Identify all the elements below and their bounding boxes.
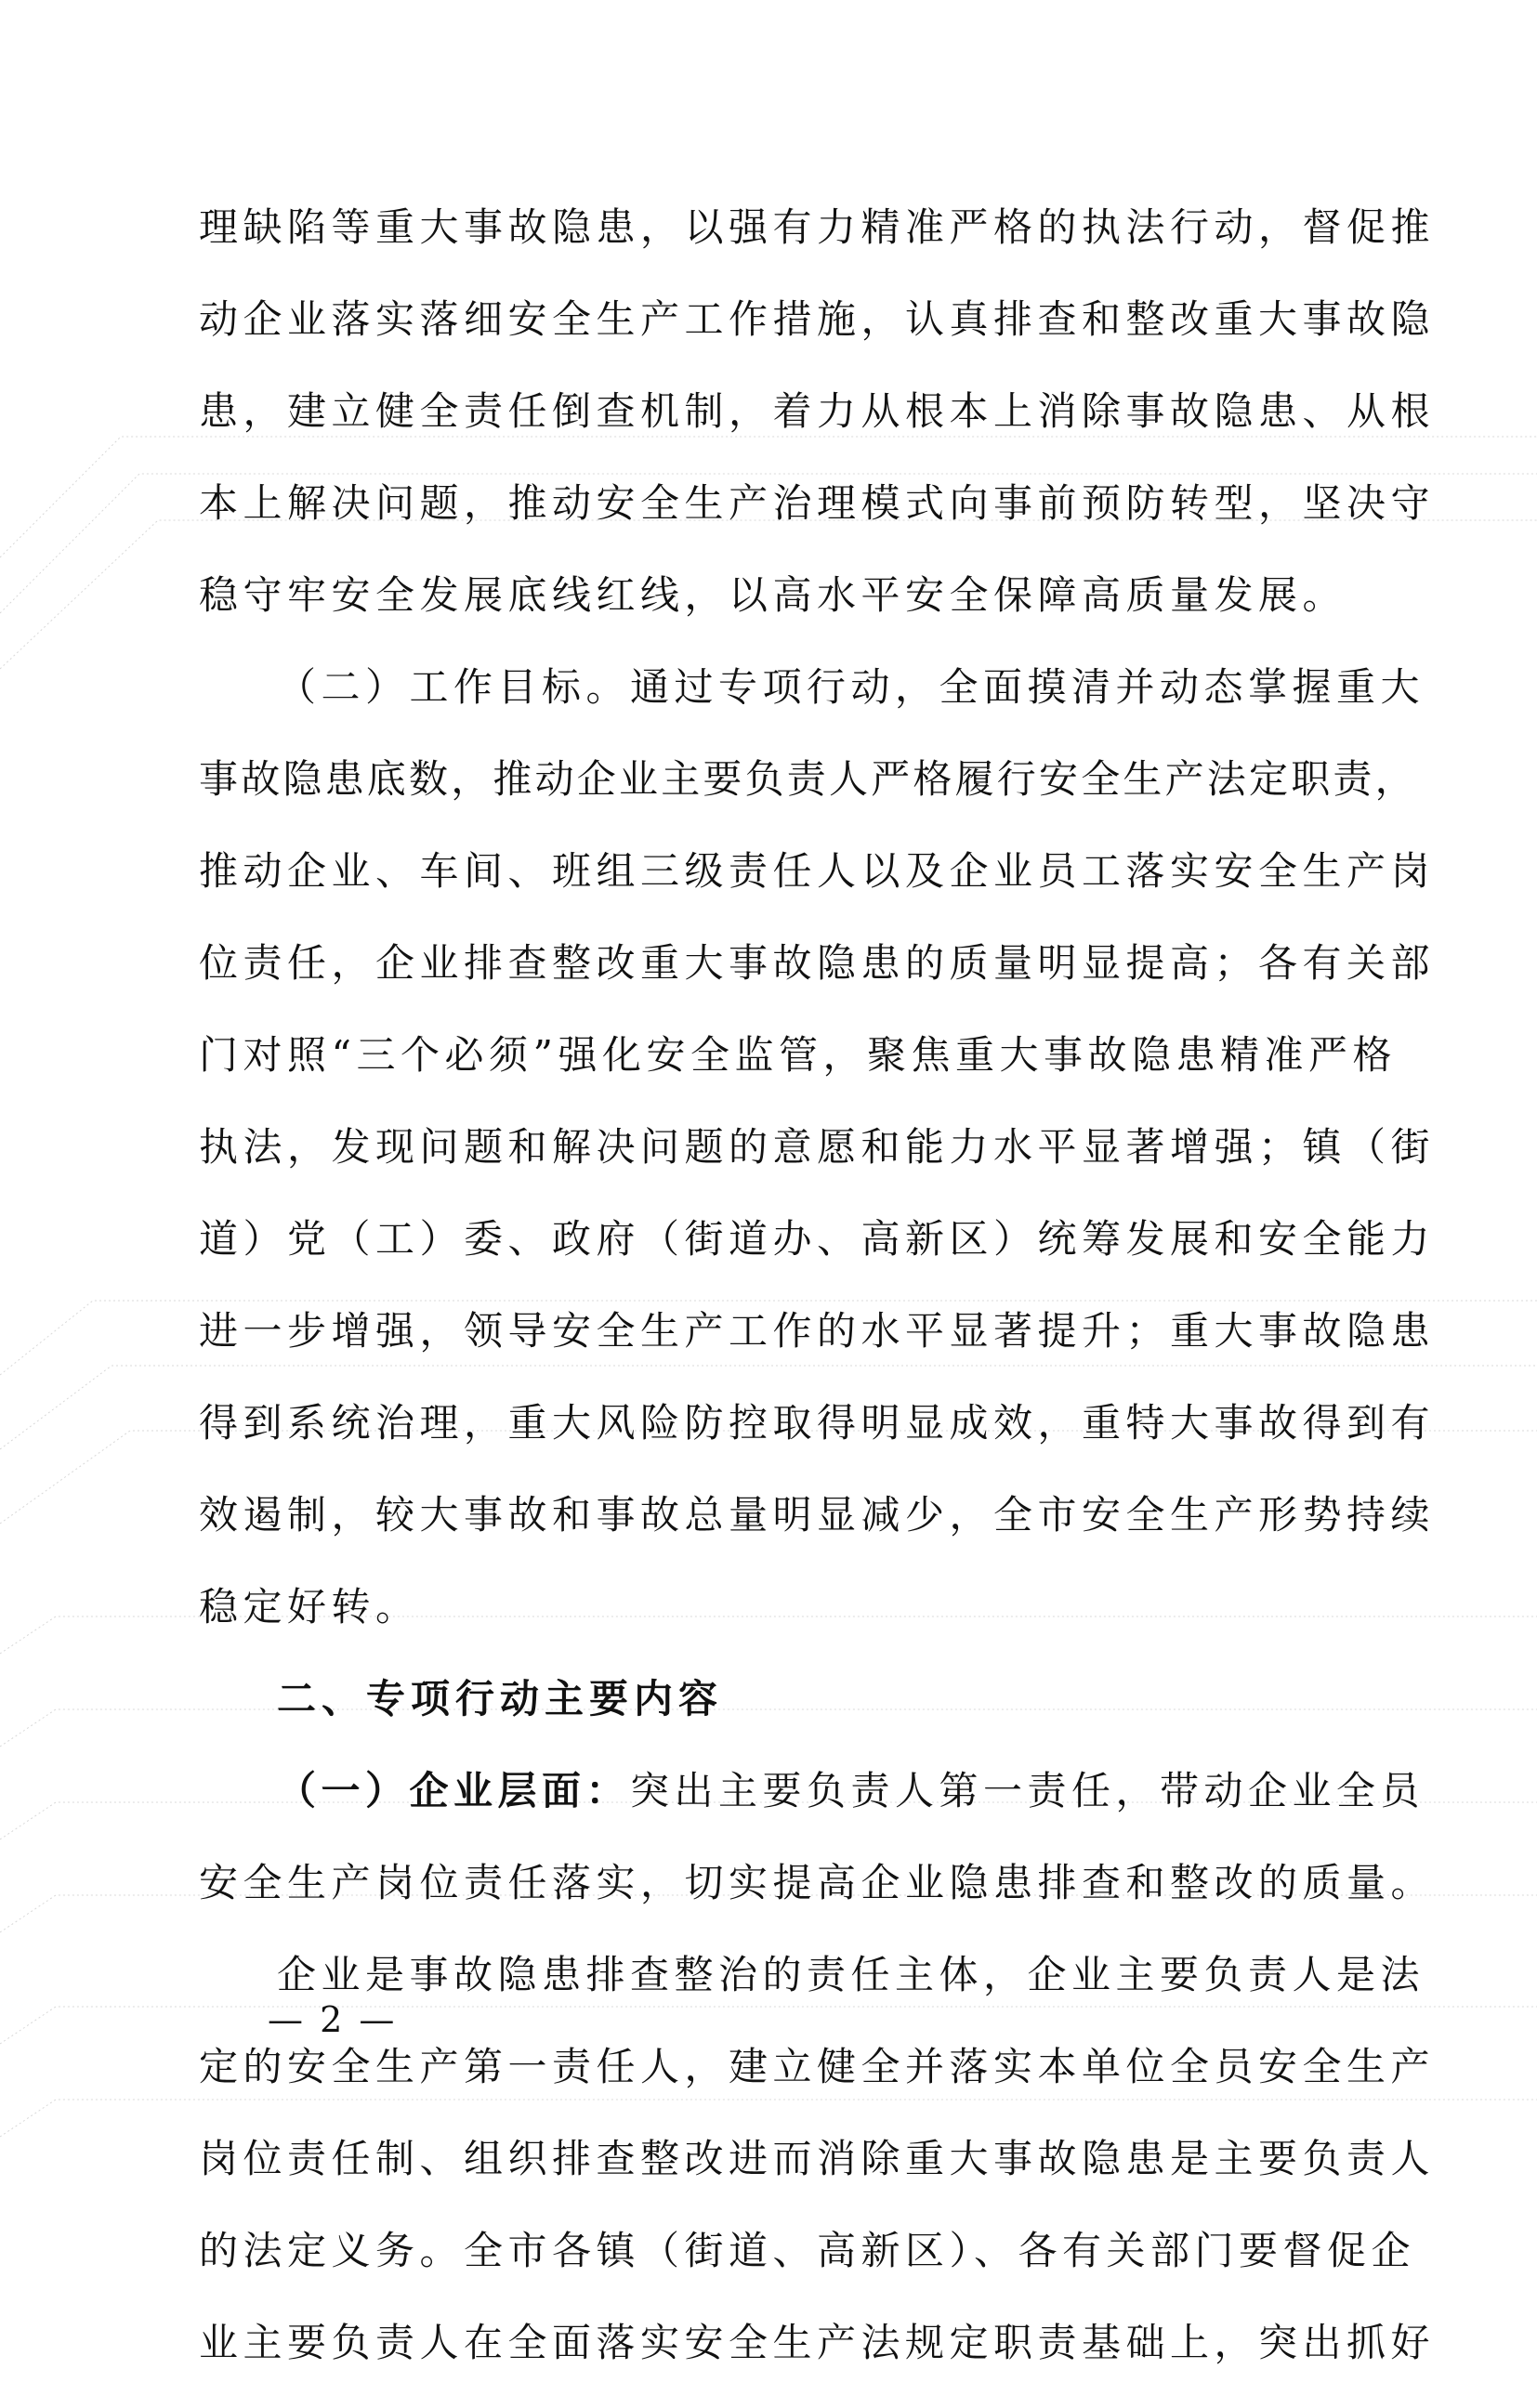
text-line: 稳守牢安全发展底线红线，以高水平安全保障高质量发展。 (199, 572, 1347, 618)
page-number: — 2 — (268, 1999, 398, 2040)
text-line: 事故隐患底数，推动企业主要负责人严格履行安全生产法定职责， (199, 756, 1417, 802)
subsection-lead: （一）企业层面： (277, 1768, 631, 1813)
text-line: 业主要负责人在全面落实安全生产法规定职责基础上，突出抓好 (199, 2320, 1436, 2365)
text-line: 进一步增强，领导安全生产工作的水平显著提升；重大事故隐患 (199, 1308, 1436, 1354)
text-line: 的法定义务。全市各镇（街道、高新区）、各有关部门要督促企 (199, 2228, 1416, 2273)
text-line: 道）党（工）委、政府（街道办、高新区）统筹发展和安全能力 (199, 1216, 1436, 1262)
body-text (199, 201, 1436, 2408)
text-line: 本上解决问题，推动安全生产治理模式向事前预防转型，坚决守 (199, 480, 1436, 526)
text-line: 门对照“三个必须”强化安全监管，聚焦重大事故隐患精准严格 (199, 1032, 1397, 1078)
subsection-rest: 突出主要负责人第一责任，带动企业全员 (630, 1768, 1425, 1813)
text-line: 位责任，企业排查整改重大事故隐患的质量明显提高；各有关部 (199, 940, 1436, 986)
text-line: 动企业落实落细安全生产工作措施，认真排查和整改重大事故隐 (199, 296, 1436, 342)
text-line: 安全生产岗位责任落实，切实提高企业隐患排查和整改的质量。 (199, 1860, 1436, 1905)
text-line: 企业是事故隐患排查整治的责任主体，企业主要负责人是法 (277, 1952, 1425, 1997)
text-line: 得到系统治理，重大风险防控取得明显成效，重特大事故得到有 (199, 1400, 1436, 1446)
text-line: 稳定好转。 (199, 1584, 420, 1629)
text-line: 效遏制，较大事故和事故总量明显减少，全市安全生产形势持续 (199, 1492, 1436, 1538)
section-heading: 二、专项行动主要内容 (277, 1676, 724, 1721)
text-line: 推动企业、车间、班组三级责任人以及企业员工落实安全生产岗 (199, 848, 1436, 894)
text-line: 理缺陷等重大事故隐患，以强有力精准严格的执法行动，督促推 (199, 204, 1436, 250)
subsection-heading (199, 1764, 1425, 1856)
text-line: 患，建立健全责任倒查机制，着力从根本上消除事故隐患、从根 (199, 388, 1436, 434)
text-line: （二）工作目标。通过专项行动，全面摸清并动态掌握重大 (277, 664, 1425, 710)
text-line: 岗位责任制、组织排查整改进而消除重大事故隐患是主要负责人 (199, 2136, 1436, 2181)
text-line: 执法，发现问题和解决问题的意愿和能力水平显著增强；镇（街 (199, 1124, 1436, 1170)
text-line: 定的安全生产第一责任人，建立健全并落实本单位全员安全生产 (199, 2044, 1436, 2089)
